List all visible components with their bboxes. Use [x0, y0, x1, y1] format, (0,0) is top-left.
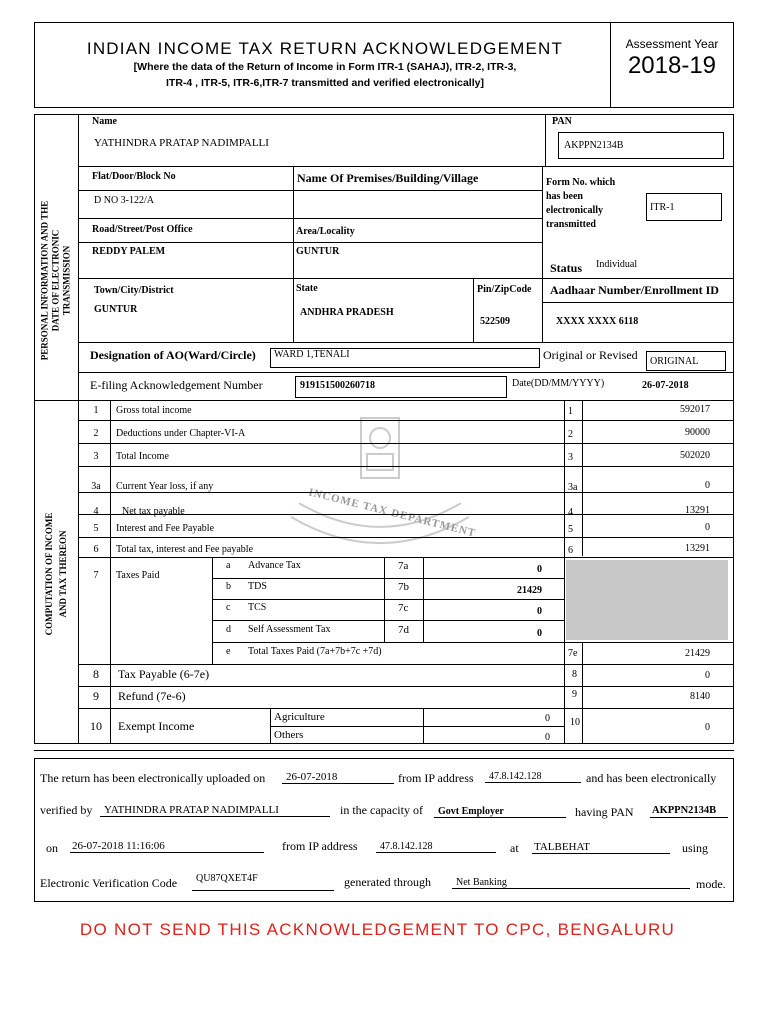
ack-label: E-filing Acknowledgement Number: [90, 378, 263, 392]
tax-7d-code: 7d: [398, 624, 409, 636]
aadhaar-label: Aadhaar Number/Enrollment ID: [550, 283, 719, 297]
verif-datetime: 26-07-2018 11:16:06: [70, 841, 264, 853]
row-6-value: 13291: [685, 543, 710, 554]
tax-7b-code: 7b: [398, 581, 409, 593]
row-3-code: 3: [568, 452, 573, 463]
row-3a-code: 3a: [568, 482, 578, 493]
verif-text-6: having PAN: [575, 805, 634, 819]
row-4-label: Net tax payable: [122, 506, 185, 517]
row-7e-label: Total Taxes Paid (7a+7b+7c +7d): [248, 646, 382, 657]
pan-label: PAN: [552, 116, 572, 127]
tax-7c-letter: c: [226, 602, 231, 613]
tax-7a-code: 7a: [398, 560, 409, 572]
tax-7b-letter: b: [226, 581, 231, 592]
agri-label: Agriculture: [274, 711, 325, 723]
row-2-no: 2: [93, 428, 99, 439]
row-7-label: Taxes Paid: [116, 570, 160, 581]
town-label: Town/City/District: [94, 285, 174, 296]
footer-warning: DO NOT SEND THIS ACKNOWLEDGEMENT TO CPC, BENGALURU: [79, 920, 676, 939]
verif-text-2: from IP address: [398, 771, 474, 785]
verif-text-8: from IP address: [282, 839, 358, 853]
row-7e-value: 21429: [685, 648, 710, 659]
tax-7c-label: TCS: [248, 602, 267, 613]
aadhaar-value: XXXX XXXX 6118: [556, 316, 639, 327]
evc-code: QU87QXET4F: [192, 874, 334, 891]
verif-pan: AKPPN2134B: [650, 806, 728, 818]
row-6-no: 6: [93, 544, 99, 555]
page-subtitle-1: [Where the data of the Return of Income in Form ITR-1 (SAHAJ), ITR-2, ITR-3,: [133, 61, 517, 73]
row-3-label: Total Income: [116, 451, 169, 462]
premises-label: Name Of Premises/Building/Village: [297, 171, 479, 185]
verif-text-10: using: [682, 841, 709, 855]
pin-value: 522509: [480, 316, 510, 327]
tax-7d-value: 0: [537, 628, 542, 639]
row-6-label: Total tax, interest and Fee payable: [116, 544, 254, 555]
verif-text-11: Electronic Verification Code: [40, 876, 178, 890]
capacity: Govt Employer: [434, 807, 566, 818]
row-10-no: 10: [90, 719, 102, 733]
tax-7a-label: Advance Tax: [248, 560, 301, 571]
verif-text-13: mode.: [696, 877, 726, 891]
row-7-no: 7: [93, 570, 99, 581]
emblem-text: INCOME TAX DEPARTMENT: [307, 486, 478, 540]
row-1-code: 1: [568, 406, 573, 417]
upload-date: 26-07-2018: [282, 772, 394, 784]
verif-method: Net Banking: [452, 878, 690, 889]
flat-label: Flat/Door/Block No: [92, 171, 176, 182]
row-3-value: 502020: [680, 450, 710, 461]
form-no-label: Form No. which has been electronically transmitted: [546, 177, 616, 230]
row-4-code: 4: [568, 507, 573, 518]
verifier-name: YATHINDRA PRATAP NADIMPALLI: [100, 805, 330, 817]
others-label: Others: [274, 729, 304, 741]
tax-7d-label: Self Assessment Tax: [248, 624, 331, 635]
name-label: Name: [92, 116, 117, 127]
assessment-year: 2018-19: [627, 52, 717, 79]
orig-value: ORIGINAL: [650, 356, 699, 367]
verif-text-1: The return has been electronically uploaded on: [40, 771, 266, 785]
area-value: GUNTUR: [296, 246, 340, 257]
town-value: GUNTUR: [94, 304, 138, 315]
verif-text-12: generated through: [344, 875, 431, 889]
agri-value: 0: [545, 713, 550, 724]
road-value: REDDY PALEM: [92, 246, 166, 257]
row-5-label: Interest and Fee Payable: [116, 523, 215, 534]
tax-7a-value: 0: [537, 564, 542, 575]
tax-7b-value: 21429: [517, 585, 542, 596]
row-10-code: 10: [570, 717, 580, 728]
status-value: Individual: [596, 259, 638, 270]
row-9-label: Refund (7e-6): [118, 689, 186, 703]
row-10-label: Exempt Income: [118, 719, 195, 733]
row-2-code: 2: [568, 429, 573, 440]
row-5-no: 5: [93, 523, 99, 534]
row-8-code: 8: [572, 669, 577, 680]
pin-label: Pin/ZipCode: [477, 284, 532, 295]
tax-7b-label: TDS: [248, 581, 267, 592]
row-3a-value: 0: [705, 480, 710, 491]
row-5-value: 0: [705, 522, 710, 533]
row-10-value: 0: [705, 722, 710, 733]
ip-address-2: 47.8.142.128: [376, 842, 496, 853]
row-4-no: 4: [93, 506, 99, 517]
ao-label: Designation of AO(Ward/Circle): [90, 348, 256, 362]
row-9-value: 8140: [690, 691, 710, 702]
tax-7c-code: 7c: [398, 602, 409, 614]
row-3-no: 3: [93, 451, 99, 462]
row-8-label: Tax Payable (6-7e): [118, 667, 210, 681]
row-9-code: 9: [572, 689, 577, 700]
date-value: 26-07-2018: [642, 380, 689, 391]
verif-text-3: and has been electronically: [586, 771, 717, 785]
ip-address-1: 47.8.142.128: [485, 772, 581, 783]
row-7e-letter: e: [226, 646, 231, 657]
verif-text-4: verified by: [40, 803, 93, 817]
state-value: ANDHRA PRADESH: [300, 307, 394, 318]
row-4-value: 13291: [685, 505, 710, 516]
row-9-no: 9: [93, 689, 99, 703]
pan-value: AKPPN2134B: [564, 140, 624, 151]
row-3a-label: Current Year loss, if any: [116, 481, 214, 492]
assessment-year-label: Assessment Year: [625, 37, 719, 51]
row-8-value: 0: [705, 670, 710, 681]
row-3a-no: 3a: [91, 481, 101, 492]
row-2-value: 90000: [685, 427, 710, 438]
row-7e-code: 7e: [568, 648, 578, 659]
tax-7a-letter: a: [226, 560, 231, 571]
row-2-label: Deductions under Chapter-VI-A: [116, 428, 246, 439]
header-divider: [610, 22, 611, 108]
row-5-code: 5: [568, 524, 573, 535]
computation-side-label: COMPUTATION OF INCOME AND TAX THEREON: [44, 512, 68, 636]
ao-value: WARD 1,TENALI: [274, 349, 350, 360]
state-label: State: [296, 283, 318, 294]
place: TALBEHAT: [532, 842, 670, 854]
verif-text-9: at: [510, 841, 519, 855]
orig-label: Original or Revised: [543, 348, 638, 362]
date-label: Date(DD/MM/YYYY): [512, 378, 605, 389]
ack-value: 919151500260718: [300, 380, 375, 391]
form-no-value: ITR-1: [650, 202, 675, 213]
flat-value: D NO 3-122/A: [94, 195, 154, 206]
row-1-no: 1: [93, 405, 99, 416]
row-1-label: Gross total income: [116, 405, 192, 416]
row-1-value: 592017: [680, 404, 710, 415]
row-8-no: 8: [93, 667, 99, 681]
area-label: Area/Locality: [296, 226, 355, 237]
personal-side-label: PERSONAL INFORMATION AND THE DATE OF ELECTRONIC TRANSMISSION: [39, 200, 72, 361]
verif-text-5: in the capacity of: [340, 803, 423, 817]
verif-text-7: on: [46, 841, 58, 855]
name-value: YATHINDRA PRATAP NADIMPALLI: [94, 137, 269, 149]
page-title: INDIAN INCOME TAX RETURN ACKNOWLEDGEMENT: [86, 39, 564, 58]
tax-7d-letter: d: [226, 624, 231, 635]
page-subtitle-2: ITR-4 , ITR-5, ITR-6,ITR-7 transmitted and verified electronically]: [166, 77, 484, 89]
gray-shaded-area: [566, 560, 728, 640]
row-6-code: 6: [568, 545, 573, 556]
road-label: Road/Street/Post Office: [92, 224, 193, 235]
tax-7c-value: 0: [537, 606, 542, 617]
others-value: 0: [545, 732, 550, 743]
status-label: Status: [550, 261, 583, 275]
